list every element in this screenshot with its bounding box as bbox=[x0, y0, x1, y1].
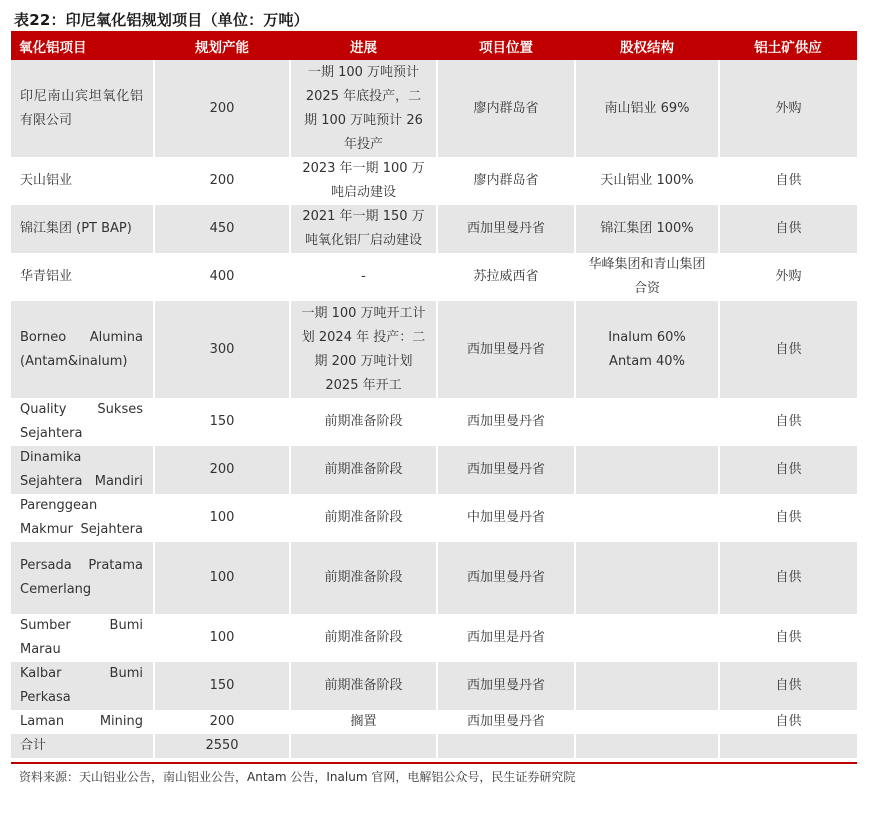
supply-cell: 自供 bbox=[719, 446, 857, 494]
table-row bbox=[11, 446, 857, 494]
table-title: 表22：印尼氧化铝规划项目（单位：万吨） bbox=[14, 11, 309, 29]
capacity-cell: 150 bbox=[154, 398, 290, 446]
table-row bbox=[11, 205, 857, 253]
capacity-cell: 200 bbox=[154, 60, 290, 157]
table-row bbox=[11, 614, 857, 662]
total-location bbox=[437, 734, 575, 758]
table-row bbox=[11, 398, 857, 446]
source-note: 资料来源：天山铝业公告，南山铝业公告，Antam 公告，Inalum 官网，电解铝公众号，民生证券研究院 bbox=[19, 770, 576, 784]
supply-cell: 自供 bbox=[775, 630, 802, 645]
equity-cell bbox=[575, 446, 719, 494]
supply-cell: 自供 bbox=[719, 542, 857, 614]
progress-cell: 前期准备阶段 bbox=[290, 494, 437, 542]
project-name-cell: Sumber Bumi Marau bbox=[11, 614, 154, 662]
total-label: 合计 bbox=[11, 734, 154, 758]
location-cell: 西加里曼丹省 bbox=[437, 398, 575, 446]
project-name-cell: Dinamika Sejahtera Mandiri bbox=[11, 446, 154, 494]
progress-cell: 前期准备阶段 bbox=[290, 662, 437, 710]
equity-cell: 华峰集团和青山集团合资 bbox=[575, 253, 719, 301]
progress-cell: 搁置 bbox=[290, 710, 437, 734]
project-name-cell: 华青铝业 bbox=[11, 253, 154, 301]
location-cell: 苏拉威西省 bbox=[437, 253, 575, 301]
progress-cell: 2023 年一期 100 万吨启动建设 bbox=[290, 157, 437, 205]
location-cell: 西加里曼丹省 bbox=[437, 662, 575, 710]
capacity-cell: 200 bbox=[154, 710, 290, 734]
equity-cell bbox=[575, 398, 719, 446]
column-header-equity: 股权结构 bbox=[575, 31, 719, 60]
supply-cell: 自供 bbox=[775, 714, 802, 729]
total-capacity: 2550 bbox=[154, 734, 290, 758]
equity-cell bbox=[575, 614, 719, 662]
progress-cell: 前期准备阶段 bbox=[290, 542, 437, 614]
project-name-cell: Borneo Alumina (Antam&inalum) bbox=[11, 301, 154, 398]
supply-cell: 外购 bbox=[775, 269, 802, 284]
equity-cell bbox=[575, 710, 719, 734]
location-cell: 西加里曼丹省 bbox=[437, 710, 575, 734]
equity-cell: 锦江集团 100% bbox=[575, 205, 719, 253]
equity-cell bbox=[575, 662, 719, 710]
location-cell: 廖内群岛省 bbox=[437, 157, 575, 205]
table-row bbox=[11, 494, 857, 542]
project-name-cell: Persada Pratama Cemerlang bbox=[11, 542, 154, 614]
supply-cell: 自供 bbox=[775, 173, 802, 188]
total-equity bbox=[575, 734, 719, 758]
capacity-cell: 150 bbox=[154, 662, 290, 710]
capacity-cell: 200 bbox=[154, 446, 290, 494]
total-supply bbox=[719, 734, 857, 758]
column-header-bauxite-supply: 铝土矿供应 bbox=[719, 31, 857, 60]
project-name-cell: Parenggean Makmur Sejahtera bbox=[11, 494, 154, 542]
location-cell: 西加里曼丹省 bbox=[437, 301, 575, 398]
location-cell: 西加里是丹省 bbox=[437, 614, 575, 662]
table-row bbox=[11, 253, 857, 301]
project-name-cell: 印尼南山宾坦氧化铝有限公司 bbox=[11, 60, 154, 157]
table-body bbox=[11, 60, 857, 758]
table-row bbox=[11, 710, 857, 734]
project-name-cell: 锦江集团 (PT BAP) bbox=[11, 205, 154, 253]
table-row bbox=[11, 157, 857, 205]
progress-cell: - bbox=[290, 253, 437, 301]
table-row bbox=[11, 60, 857, 157]
capacity-cell: 400 bbox=[154, 253, 290, 301]
location-cell: 西加里曼丹省 bbox=[437, 542, 575, 614]
progress-cell: 2021 年一期 150 万吨氧化铝厂启动建设 bbox=[290, 205, 437, 253]
supply-cell: 自供 bbox=[719, 662, 857, 710]
equity-cell: 天山铝业 100% bbox=[575, 157, 719, 205]
progress-cell: 一期 100 万吨预计 2025 年底投产，二期 100 万吨预计 26 年投产 bbox=[290, 60, 437, 157]
alumina-projects-table bbox=[11, 31, 857, 758]
location-cell: 西加里曼丹省 bbox=[437, 205, 575, 253]
total-row bbox=[11, 734, 857, 758]
table-row bbox=[11, 542, 857, 614]
location-cell: 廖内群岛省 bbox=[437, 60, 575, 157]
project-name-cell: Laman Mining bbox=[11, 710, 154, 734]
equity-cell: Inalum 60% Antam 40% bbox=[575, 301, 719, 398]
supply-cell: 外购 bbox=[719, 60, 857, 157]
total-progress bbox=[290, 734, 437, 758]
project-name-cell: Kalbar Bumi Perkasa bbox=[11, 662, 154, 710]
location-cell: 西加里曼丹省 bbox=[437, 446, 575, 494]
capacity-cell: 200 bbox=[154, 157, 290, 205]
progress-cell: 前期准备阶段 bbox=[290, 614, 437, 662]
column-header-project: 氧化铝项目 bbox=[11, 31, 154, 60]
progress-cell: 前期准备阶段 bbox=[290, 446, 437, 494]
equity-cell bbox=[575, 494, 719, 542]
supply-cell: 自供 bbox=[775, 414, 802, 429]
supply-cell: 自供 bbox=[775, 510, 802, 525]
location-cell: 中加里曼丹省 bbox=[437, 494, 575, 542]
table-row bbox=[11, 662, 857, 710]
equity-cell bbox=[575, 542, 719, 614]
project-name-cell: Quality Sukses Sejahtera bbox=[11, 398, 154, 446]
capacity-cell: 300 bbox=[154, 301, 290, 398]
progress-cell: 一期 100 万吨开工计划 2024 年 投产：二期 200 万吨计划 2025 年开工 bbox=[290, 301, 437, 398]
table-row bbox=[11, 301, 857, 398]
table-header-row bbox=[11, 31, 857, 60]
column-header-capacity: 规划产能 bbox=[154, 31, 290, 60]
table-bottom-rule bbox=[11, 762, 857, 764]
capacity-cell: 100 bbox=[154, 494, 290, 542]
supply-cell: 自供 bbox=[719, 301, 857, 398]
progress-cell: 前期准备阶段 bbox=[290, 398, 437, 446]
equity-cell: 南山铝业 69% bbox=[575, 60, 719, 157]
column-header-progress: 进展 bbox=[290, 31, 437, 60]
supply-cell: 自供 bbox=[719, 205, 857, 253]
capacity-cell: 100 bbox=[154, 542, 290, 614]
project-name-cell: 天山铝业 bbox=[11, 157, 154, 205]
capacity-cell: 100 bbox=[154, 614, 290, 662]
capacity-cell: 450 bbox=[154, 205, 290, 253]
column-header-location: 项目位置 bbox=[437, 31, 575, 60]
